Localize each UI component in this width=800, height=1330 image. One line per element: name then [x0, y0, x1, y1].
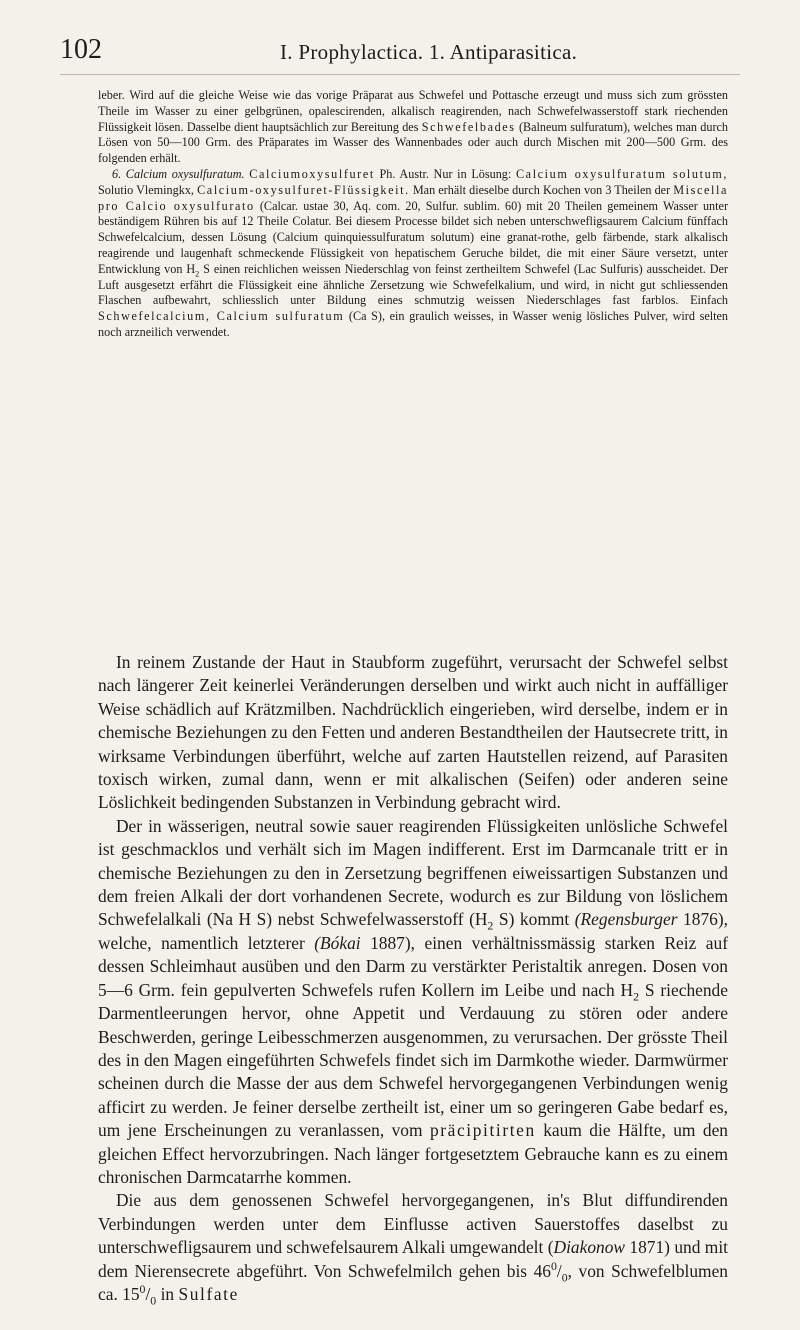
text-run: /	[556, 1260, 562, 1281]
paragraph-blood-diffusion	[98, 1189, 728, 1306]
text-run: S riechende Darmentleerungen hervor, ohne Appetit und Verdauung zu stören oder andere Beschwerden, geringe Leibesschmerzen ausgenommen, zu verursachen. Der grösste Theil des in den Magen eingeführten Schwefels findet sich im Darmkothe wieder. Darmwürmer scheinen durch die Masse der aus dem Schwefel hervorgegangenen Verbindungen wenig afficirt zu werden. Je feiner derselbe zertheilt ist, einer um so geringeren Gabe bedarf es, um jene Erscheinungen zu veranlassen, vom	[98, 979, 728, 1141]
subscript: 0	[561, 1270, 568, 1285]
text-run: (Ca S), ein graulich weisses, in Wasser wenig lösliches Pulver, wird selten noch arzneilich verwendet.	[98, 309, 728, 339]
text-run: Die aus dem genossenen Schwefel hervorgegangenen, in's Blut diffundirenden Verbindungen werden unter dem Einflusse activen Sauerstoffes daselbst zu unterschwefligsaurem und schwefelsaurem Alkali umgewandelt (	[98, 1190, 728, 1258]
main-text-section	[98, 651, 728, 1306]
text-run: kaum die Hälfte, um den gleichen Effect hervorzubringen. Nach länger fortgesetztem Gebrauche kann es zu einem chronischen Darmcatarrhe kommen.	[98, 1120, 729, 1187]
paragraph-skin-effects: In reinem Zustande der Haut in Staubform zugeführt, verursacht der Schwefel selbst nach längerer Zeit keinerlei Veränderungen derselben und wirkt auch nicht in auffälliger Weise schädlich auf Krätzmilben. Nachdrücklich eingerieben, wird derselbe, indem er in chemische Beziehungen zu den Fetten und anderen Bestandtheilen der Hautsecrete tritt, in wirksame Verbindungen überführt, welche auf zarten Hautstellen reizend, auf Parasiten toxisch wirken, zumal dann, wenn er mit alkalischen (Seifen) oder anderen seine Löslichkeit bedingenden Substanzen in Verbindung gebracht wird.	[98, 652, 728, 813]
text-run: , von Schwefelblumen ca. 15	[98, 1260, 728, 1304]
spaced-term: Calcium oxysulfuratum solutum,	[515, 166, 728, 181]
subscript: 2	[633, 989, 640, 1004]
spaced-term: präcipitirten	[429, 1120, 536, 1141]
subscript: 2	[487, 918, 494, 933]
text-run: /	[145, 1283, 151, 1304]
text-run: 1876), welche, namentlich letzterer	[98, 909, 728, 953]
section-heading-calcium: 6. Calcium oxysulfuratum.	[112, 166, 245, 181]
text-run: Der in wässerigen, neutral sowie sauer reagirenden Flüssigkeiten unlösliche Schwefel ist geschmacklos und verhält sich im Magen indifferent. Erst im Darmcanale tritt er in chemische Beziehungen zu den in Zersetzung begriffenen eiweissartigen Substanzen und dem freien Alkali der dort vorhandenen Secrete, wodurch es zur Bildung von löslichem Schwefelalkali (Na H S) nebst Schwefelwasserstoff (H	[98, 815, 728, 930]
author-citation: (Regensburger	[574, 909, 678, 930]
text-run: Solutio Vlemingkx,	[98, 182, 194, 197]
superscript: 0	[550, 1258, 557, 1273]
paragraph-calcium-oxysulfuratum	[98, 167, 728, 341]
text-run: 1871) und mit dem Nierensecrete abgeführt. Von Schwefelmilch gehen bis 46	[98, 1237, 728, 1281]
text-run: (Calcar. ustae 30, Aq. com. 20, Sulfur. sublim. 60) mit 20 Theilen gemeinem Wasser unter beständigem Rühren bis auf 12 Theile Colatur. Bei diesem Processe bildet sich neben unterschwefligsaurem Calcium fünffach Schwefelcalcium, dessen Lösung (Calcium quinquiessulfuratum solutum) eine granat-rothe, gelb färbende, stark alkalisch reagirende und laugenhaft schmeckende Flüssigkeit von hepatischem Geruche bildet, die mit einer Säure versetzt, unter Entwicklung von H	[98, 198, 729, 276]
text-run: leber. Wird auf die gleiche Weise wie das vorige Präparat aus Schwefel und Pottasche erzeugt und muss sich zum grössten Theile im Wasser zu einer gelbgrünen, opalescirenden, alkalisch reagirenden, nach Schwefelwasserstoff stark riechenden Flüssigkeit lösen. Dasselbe dient hauptsächlich zur Bereitung des	[98, 88, 728, 134]
spaced-term: Calciumoxysulfuret	[249, 166, 375, 181]
spaced-term: Miscella pro Calcio oxysulfurato	[98, 182, 729, 213]
superscript: 0	[139, 1282, 146, 1297]
text-run: S) kommt	[498, 909, 570, 930]
spaced-term: Schwefelcalcium, Calcium sulfuratum	[98, 309, 345, 324]
text-run: 1887), einen verhältnissmässig starken Reiz auf dessen Schleimhaut ausüben und den Darm zu verstärkter Peristaltik anregen. Dosen von 5—6 Grm. fein gepulverten Schwefels rufen Kollern im Leibe und nach H	[98, 932, 728, 1000]
text-run: (Balneum sulfuratum), welches man durch Lösen von 50—100 Grm. des Präparates im Wasser des Wannenbades oder auch durch Mischen mit 200—500 Grm. des folgenden erhält.	[98, 119, 729, 166]
author-citation: Diakonow	[553, 1237, 626, 1258]
spaced-term: Calcium-oxysulfuret-Flüssigkeit.	[197, 182, 410, 197]
text-run: in	[160, 1283, 175, 1304]
text-run: S einen reichlichen weissen Niederschlag von feinst zertheiltem Schwefel (Lac Sulfuris) ausscheidet. Der Luft ausgesetzt erfährt die Flüssigkeit eine ähnliche Zersetzung wie Schwefelkalium, und wird, in nicht gut schliessenden Flaschen aufbewahrt, schliesslich unter Bildung eines schmutzig weissen Niederschlages fast farblos. Einfach	[98, 261, 728, 308]
small-print-section	[98, 88, 728, 341]
text-run: Man erhält dieselbe durch Kochen von 3 Theilen der	[412, 182, 671, 197]
paragraph-intestinal-effects	[98, 815, 728, 1190]
subscript: 2	[195, 269, 200, 279]
author-citation: (Bókai	[314, 932, 361, 953]
paragraph-kali-sulfuratum	[98, 88, 728, 167]
text-run: Ph. Austr. Nur in Lösung:	[379, 166, 512, 181]
subscript: 0	[150, 1293, 157, 1308]
spaced-term: Schwefelbades	[421, 119, 516, 134]
running-head: I. Prophylactica. 1. Antiparasitica.	[280, 40, 578, 64]
page-header	[60, 34, 740, 75]
page-number: 102	[60, 34, 102, 65]
spaced-term: Sulfate	[178, 1283, 239, 1304]
